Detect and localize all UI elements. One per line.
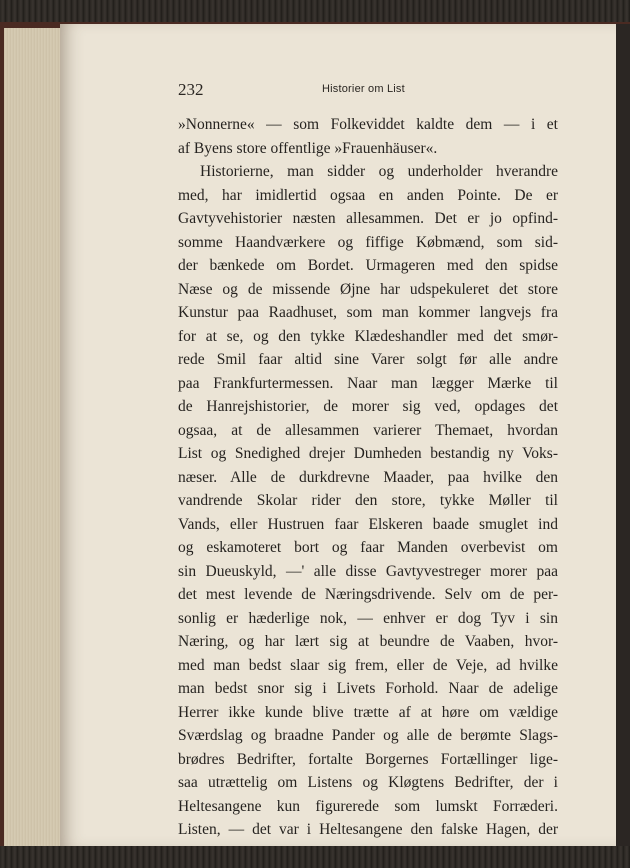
- page-edges: [4, 28, 62, 848]
- body-text: [178, 113, 558, 842]
- text-line: »Nonnerne« — som Folkeviddet kaldte dem — i et: [178, 116, 558, 133]
- text-line: ogsaa, at de allesammen varierer Themaet, hvordan: [178, 421, 558, 439]
- text-line: Kunstur paa Raadhuset, som man kommer langvejs fra: [178, 304, 558, 321]
- text-line: og eskamoteret bort og faar Manden overbevist om: [178, 539, 558, 556]
- book-cover-cloth-bottom: [0, 846, 630, 868]
- running-title: Historier om List: [322, 83, 405, 95]
- text-line: Herrer ikke kunde blive trætte af at høre om vældige: [178, 703, 558, 721]
- text-line: Gavtyvehistorier næsten allesammen. Det er jo opfind-: [178, 210, 558, 227]
- text-line: Heltesangene kun figurerede som lumskt Forræderi.: [178, 797, 558, 815]
- text-line: med man bedst slaar sig frem, eller de Veje, ad hvilke: [178, 656, 558, 674]
- text-line: med, har imidlertid ogsaa en anden Pointe. De er: [178, 186, 558, 204]
- text-line: Historierne, man sidder og underholder hverandre: [200, 163, 558, 180]
- book-right-edge: [616, 24, 630, 846]
- text-line: sin Dueuskyld, —' alle disse Gavtyvestreger morer paa: [178, 562, 558, 580]
- text-line: Sværdslag og braadne Pander og alle de berømte Slags-: [178, 727, 558, 744]
- text-line: Listen, — det var i Heltesangene den falske Hagen, der: [178, 821, 558, 838]
- page-header: [178, 78, 558, 102]
- text-line: det mest levende de Næringsdrivende. Selv om de per-: [178, 586, 558, 603]
- text-line: for at se, og den tykke Klædeshandler med det smør-: [178, 327, 558, 345]
- text-line: paa Frankfurtermessen. Naar man lægger Mærke til: [178, 374, 558, 392]
- page-number: 232: [178, 80, 204, 99]
- text-line: vandrende Skolar rider den store, tykke Møller til: [178, 492, 558, 509]
- text-line: brødres Bedrifter, fortalte Borgernes Fortællinger lige-: [178, 750, 558, 768]
- text-line: næser. Alle de durkdrevne Maader, paa hvilke den: [178, 468, 558, 486]
- text-line: sonlig er hæderlige nok, — enhver er dog Tyv i sin: [178, 609, 558, 627]
- text-line: der bænkede om Bordet. Urmageren med den spidse: [178, 257, 558, 274]
- text-line: man bedst snor sig i Livets Forhold. Naar de adelige: [178, 680, 558, 697]
- text-line: somme Haandværkere og fiffige Købmænd, som sid-: [178, 233, 558, 251]
- text-line: saa utrættelig om Listens og Kløgtens Bedrifter, der i: [178, 774, 558, 791]
- text-line: af Byens store offentlige »Frauenhäuser«.: [178, 139, 438, 157]
- text-line: Næring, og har lært sig at beundre de Vaaben, hvor-: [178, 633, 558, 650]
- text-line: List og Snedighed drejer Dumheden bestandig ny Voks-: [178, 445, 558, 462]
- book-cover-cloth-top: [0, 0, 630, 24]
- text-line: rede Smil faar altid sine Varer solgt før alle andre: [178, 351, 558, 368]
- text-line: de Hanrejshistorier, de morer sig ved, opdages det: [178, 398, 558, 415]
- text-line: Næse og de missende Øjne har udspekuleret det store: [178, 280, 558, 298]
- text-line: Vands, eller Hustruen faar Elskeren baade smuglet ind: [178, 515, 558, 533]
